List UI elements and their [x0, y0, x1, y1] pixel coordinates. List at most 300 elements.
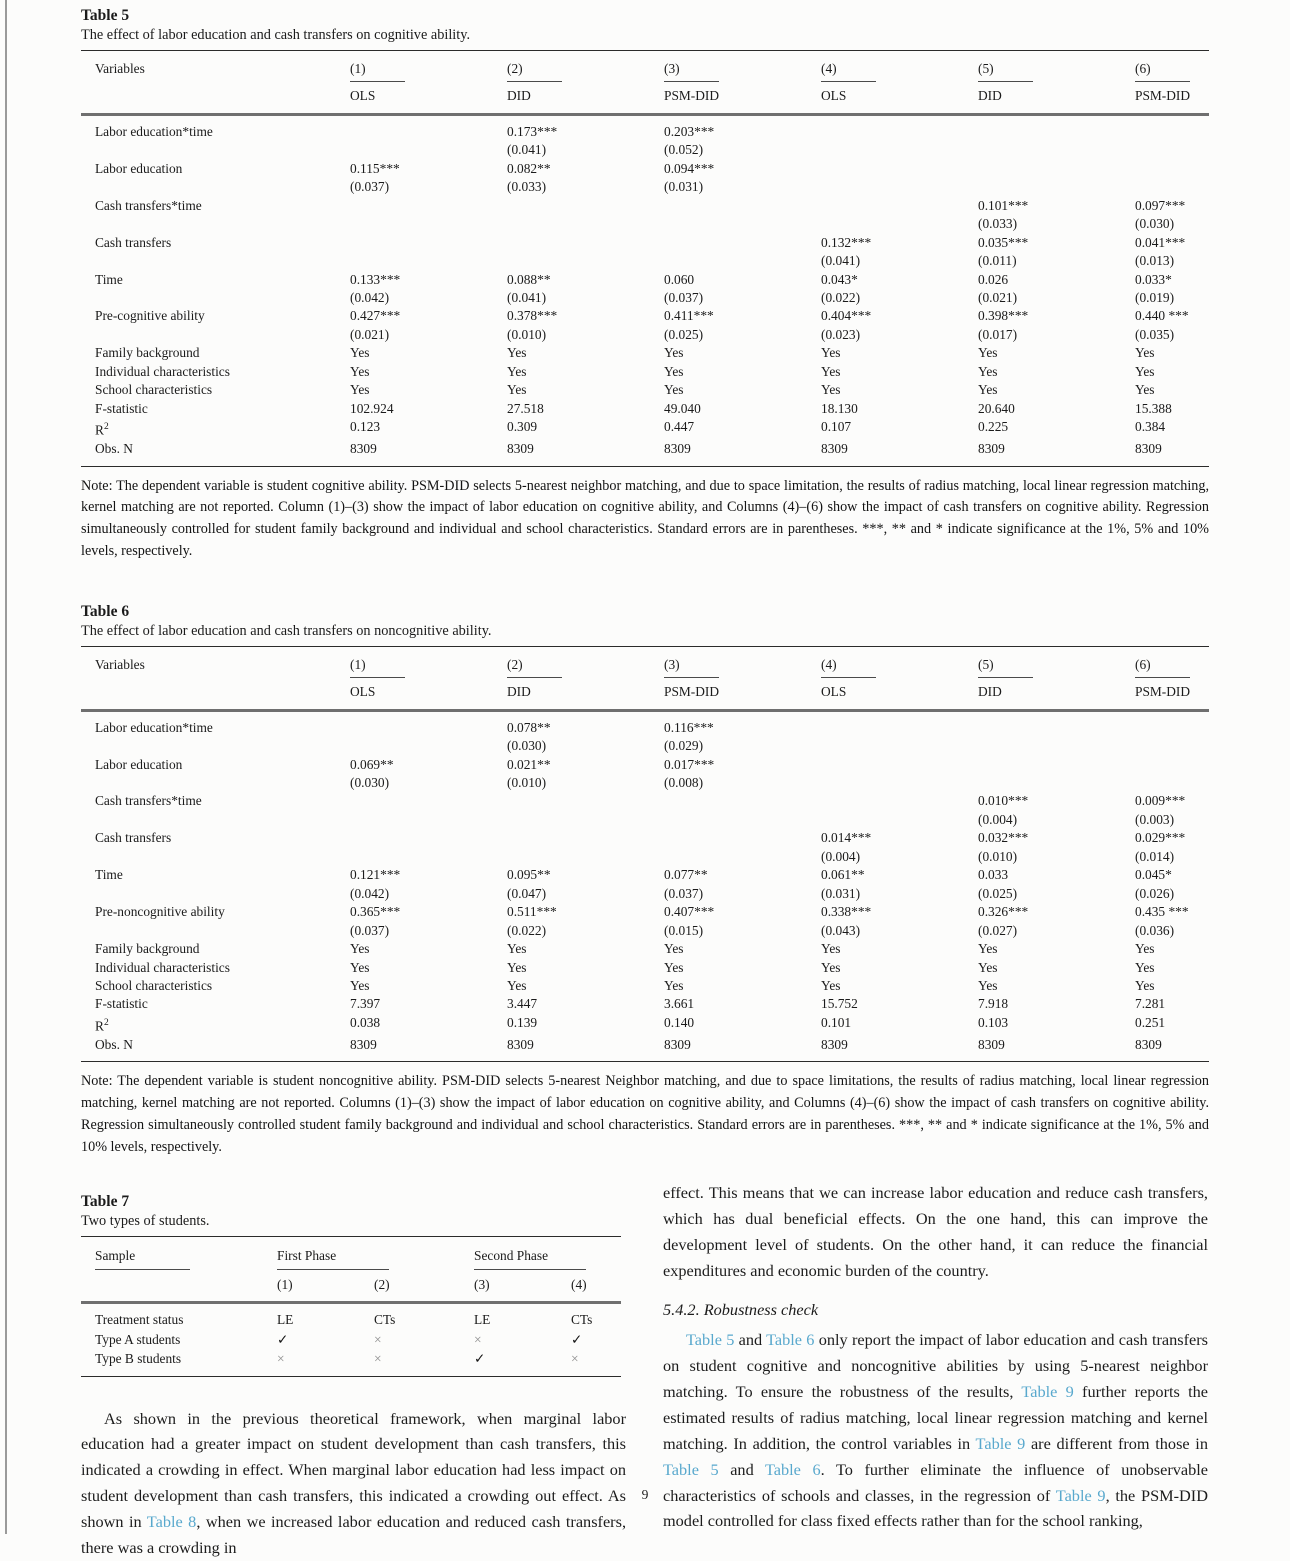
text-segment: and [718, 1459, 765, 1479]
table-cell: Yes [507, 345, 527, 361]
column-number-header [664, 51, 821, 82]
table-cell: (0.021) [978, 289, 1018, 305]
table-ref-link[interactable]: Table 9 [1055, 1485, 1106, 1505]
table-cell: (0.008) [664, 774, 704, 790]
cross-mark: × [374, 1331, 382, 1347]
table-cell: 0.384 [1135, 419, 1166, 435]
table-cell: 0.035*** [978, 234, 1029, 250]
table-cell: (0.003) [1135, 811, 1175, 827]
table-cell: 0.251 [1135, 1014, 1166, 1030]
row-label: Cash transfers [95, 830, 172, 846]
column-method-header: DID [978, 88, 1002, 104]
table-cell: 15.388 [1135, 400, 1172, 416]
column-method-header: OLS [350, 684, 376, 700]
table-cell: (0.037) [664, 885, 704, 901]
table-cell: 15.752 [821, 996, 858, 1012]
table-cell: Yes [978, 382, 998, 398]
table-cell: 8309 [664, 441, 691, 457]
table-ref-link[interactable]: Table 9 [1021, 1381, 1074, 1401]
row-label [81, 922, 350, 940]
table-cell [1135, 719, 1209, 737]
table-mid-rule [81, 113, 1209, 116]
column-number-header [1135, 51, 1209, 82]
table-cell: Yes [350, 959, 370, 975]
table-cell: 0.082** [507, 160, 551, 176]
table-cell: 0.365*** [350, 904, 401, 920]
column-number-header [350, 51, 507, 82]
table-cell: (0.030) [507, 738, 547, 754]
row-label: Family background [95, 345, 200, 361]
table-cell: 27.518 [507, 400, 544, 416]
column-header-variables: Variables [95, 61, 145, 76]
table-cell [821, 123, 978, 141]
column-number-header [978, 51, 1135, 82]
table-cell [978, 141, 1135, 159]
row-label: Pre-noncognitive ability [95, 904, 225, 920]
table-cell: 18.130 [821, 400, 858, 416]
table-cell [1135, 178, 1209, 196]
table-cell [350, 829, 507, 847]
table-cell: Yes [1135, 941, 1155, 957]
text-segment: . To further eliminate the influence of unobservable characteristics of schools and classes, in the regression of [663, 1459, 1209, 1505]
row-label [81, 252, 350, 270]
table-cell [507, 197, 664, 215]
column-number: (3) [664, 656, 680, 672]
table-cell: Yes [821, 345, 841, 361]
row-label: School characteristics [95, 977, 213, 993]
table-cell: 8309 [507, 1036, 534, 1052]
table-cell: Yes [821, 941, 841, 957]
table-cell: Yes [1135, 363, 1155, 379]
table-cell: (0.033) [507, 179, 547, 195]
row-label: Labor education [95, 756, 183, 772]
row-label [81, 811, 350, 829]
table-cell [350, 252, 507, 270]
body-paragraph: effect. This means that we can increase labor education and reduce cash transfers, which has dual beneficial effects. On the one hand, this can improve the development level of students. On the other hand, it can reduce the financial expenditures and economic burden of the country. [663, 1183, 1208, 1281]
table-cell: CTs [571, 1312, 593, 1328]
table-cell: (0.030) [1135, 216, 1175, 232]
table-cell: 0.077** [664, 867, 708, 883]
table-cell: (0.004) [821, 848, 861, 864]
table-cell: 0.026 [978, 271, 1009, 287]
text-segment: As shown in the previous theoretical framework, when marginal labor education had a greater impact on student development than cash transfers, this indicated a crowding in effect. When marginal labor education had less impact on student development than cash transfers, this indicated a crowding out effect. As shown in [81, 1408, 626, 1532]
table-cell [664, 197, 821, 215]
row-label: Time [95, 271, 123, 287]
text-segment: and [734, 1330, 767, 1350]
table-cell: Yes [350, 941, 370, 957]
table-cell: 0.107 [821, 419, 852, 435]
cross-mark: × [277, 1351, 285, 1367]
row-label: Type B students [95, 1351, 182, 1367]
text-segment: , when we increased labor education and reduced cash transfers, there was a crowding in [81, 1512, 627, 1558]
text-segment: are different from those in [1025, 1433, 1208, 1453]
table-cell [507, 234, 664, 252]
row-label: Labor education [95, 160, 183, 176]
table-cell: 0.009*** [1135, 793, 1186, 809]
table-cell: 0.017*** [664, 756, 715, 772]
column-method-header: DID [507, 684, 531, 700]
table-cell: (0.022) [507, 922, 547, 938]
table-cell [978, 123, 1135, 141]
column-method-header: PSM-DID [1135, 88, 1191, 104]
column-number-header [821, 647, 978, 678]
row-label: $R^2$ [95, 422, 109, 438]
table-cell [507, 829, 664, 847]
table-cell [350, 792, 507, 810]
table-cell [821, 737, 978, 755]
table-cell: (0.010) [507, 774, 547, 790]
table-cell: 0.139 [507, 1014, 538, 1030]
row-label: Family background [95, 941, 200, 957]
table-cell: (0.025) [978, 885, 1018, 901]
table-cell: Yes [350, 382, 370, 398]
table-cell: 0.140 [664, 1014, 695, 1030]
table-cell [350, 719, 507, 737]
table-cell: 0.014*** [821, 830, 872, 846]
table-cell [350, 123, 507, 141]
table-cell: 0.511*** [507, 904, 557, 920]
row-label: Pre-cognitive ability [95, 308, 205, 324]
row-label [81, 774, 350, 792]
table-cell [1135, 737, 1209, 755]
table-cell: 3.447 [507, 996, 538, 1012]
table-cell: 8309 [821, 441, 848, 457]
column-number-header [978, 647, 1135, 678]
row-label: Time [95, 867, 123, 883]
column-number-header: (3) [474, 1276, 490, 1292]
table-cell: LE [474, 1312, 491, 1328]
row-label [81, 848, 350, 866]
table-cell: LE [277, 1312, 294, 1328]
table-cell: Yes [1135, 345, 1155, 361]
column-method-header: DID [507, 88, 531, 104]
table-cell: (0.037) [350, 179, 390, 195]
row-label [81, 326, 350, 344]
table-cell: Yes [507, 977, 527, 993]
table-cell: Yes [978, 363, 998, 379]
table-cell: 20.640 [978, 400, 1015, 416]
row-label: School characteristics [95, 382, 213, 398]
right-column [663, 1180, 1208, 1561]
table-cell: (0.026) [1135, 885, 1175, 901]
table-cell: (0.022) [821, 289, 861, 305]
table-cell: 0.078** [507, 719, 551, 735]
table-cell: Yes [350, 363, 370, 379]
table-cell: 0.038 [350, 1014, 381, 1030]
table-cell [664, 811, 821, 829]
table-cell [821, 197, 978, 215]
row-label: F-statistic [95, 996, 148, 1012]
table-cell: Yes [1135, 382, 1155, 398]
table-cell: 0.115*** [350, 160, 400, 176]
table-cell: Yes [821, 363, 841, 379]
row-label: Cash transfers*time [95, 793, 202, 809]
table-cell: (0.041) [507, 142, 547, 158]
table-cell: (0.025) [664, 326, 704, 342]
table-cell: 0.225 [978, 419, 1009, 435]
phase-label: First Phase [277, 1248, 337, 1264]
table-cell: 0.033* [1135, 271, 1172, 287]
column-method-header: PSM-DID [664, 88, 720, 104]
table-cell [664, 252, 821, 270]
table-ref-link[interactable]: Table 6 [766, 1330, 815, 1350]
column-number-header [664, 647, 821, 678]
row-label: Labor education*time [95, 719, 213, 735]
table-cell: 0.029*** [1135, 830, 1186, 846]
phase-label: Second Phase [474, 1248, 549, 1264]
table-cell: (0.031) [664, 179, 704, 195]
table-cell [978, 178, 1135, 196]
column-number: (2) [507, 656, 523, 672]
table-cell: Yes [821, 382, 841, 398]
table-cell: Yes [350, 345, 370, 361]
table-cell [821, 811, 978, 829]
empty-cell [81, 82, 350, 112]
row-label: Type A students [95, 1331, 181, 1347]
table-cell: 0.121*** [350, 867, 401, 883]
table-cell: 0.061** [821, 867, 865, 883]
phase-group-header [277, 1237, 474, 1270]
table-cell: Yes [507, 941, 527, 957]
table-cell: (0.027) [978, 922, 1018, 938]
table5-caption: The effect of labor education and cash transfers on cognitive ability. [81, 27, 471, 43]
cross-mark: × [474, 1331, 482, 1347]
table-cell: Yes [664, 363, 684, 379]
table-cell [1135, 756, 1209, 774]
row-label [81, 885, 350, 903]
table-cell [350, 811, 507, 829]
column-number: (4) [821, 656, 837, 672]
table-cell: 0.427*** [350, 308, 401, 324]
table-cell: 3.661 [664, 996, 695, 1012]
column-number-header [507, 51, 664, 82]
table-cell: Yes [664, 382, 684, 398]
table5 [81, 50, 1209, 467]
column-number-header [1135, 647, 1209, 678]
table-cell: 0.411*** [664, 308, 714, 324]
body-paragraph [81, 1406, 626, 1561]
table-cell [507, 252, 664, 270]
row-label [81, 289, 350, 307]
column-number: (6) [1135, 656, 1151, 672]
table-cell [350, 141, 507, 159]
table-cell: Yes [664, 345, 684, 361]
table6-note: Note: The dependent variable is student noncognitive ability. PSM-DID selects 5-nearest Neighbor matching, and due to space limitations, the results of radius matching, local linear regression matching, kernel matching are not reported. Columns (1)–(3) show the impact of labor education on cognitive ability, and Columns (4)–(6) show the impact of cash transfers on cognitive ability. Regression simultaneously controlled student family background and individual and school characteristics. Standard errors are in parentheses. ***, ** and * indicate significance at the 1%, 5% and 10% levels, respectively. [81, 1073, 1209, 1155]
table-cell [821, 215, 978, 233]
table-mid-rule [81, 1301, 621, 1304]
table-cell: 8309 [664, 1036, 691, 1052]
table7 [81, 1236, 621, 1376]
table-cell [1135, 160, 1209, 178]
column-number-header [507, 647, 664, 678]
table7-block [81, 1192, 626, 1376]
table-cell: 0.101*** [978, 197, 1029, 213]
table-cell: 0.010*** [978, 793, 1029, 809]
table-cell [664, 848, 821, 866]
table-cell: 8309 [978, 1036, 1005, 1052]
table-cell: Yes [821, 959, 841, 975]
table-cell: 0.309 [507, 419, 538, 435]
table-cell: (0.015) [664, 922, 704, 938]
table-cell: (0.019) [1135, 289, 1175, 305]
table-cell: (0.037) [350, 922, 390, 938]
table-ref-link[interactable]: Table 9 [975, 1433, 1026, 1453]
table-cell: Yes [664, 977, 684, 993]
text-segment: further reports the estimated results of radius matching, local linear regression matching and kernel matching. In addition, the control variables in [663, 1381, 1209, 1453]
table-cell [350, 215, 507, 233]
table-cell [821, 141, 978, 159]
table-cell: (0.052) [664, 142, 704, 158]
table-cell: (0.043) [821, 922, 861, 938]
column-number: (5) [978, 656, 994, 672]
row-label: Obs. N [95, 1036, 133, 1052]
column-method-header: OLS [821, 88, 847, 104]
row-label [81, 178, 350, 196]
row-label [81, 141, 350, 159]
table-cell: 0.440 *** [1135, 308, 1189, 324]
row-label: F-statistic [95, 400, 148, 416]
table-cell [821, 178, 978, 196]
table-cell: Yes [978, 977, 998, 993]
table5-note: Note: The dependent variable is student cognitive ability. PSM-DID selects 5-nearest neighbor matching, and due to space limitation, the results of radius matching, local linear regression matching, kernel matching are not reported. Column (1)–(3) show the impact of labor education on cognitive ability, and Columns (4)–(6) show the impact of cash transfers on cognitive ability. Regression simultaneously controlled for student family background and individual and school characteristics. Standard errors are in parentheses. ***, ** and * indicate significance at the 1%, 5% and 10% levels, respectively. [81, 477, 1209, 559]
page-number: 9 [641, 1487, 649, 1502]
table-cell: 0.404*** [821, 308, 872, 324]
column-number-header [350, 647, 507, 678]
table-ref-link[interactable]: Table 6 [764, 1459, 821, 1479]
column-method-header: OLS [821, 684, 847, 700]
table-cell: CTs [374, 1312, 396, 1328]
row-label: Cash transfers [95, 234, 172, 250]
table-cell: (0.011) [978, 253, 1017, 269]
table-cell: 8309 [350, 441, 377, 457]
table-cell: 0.021** [507, 756, 551, 772]
column-number: (4) [821, 61, 837, 76]
check-mark: ✓ [277, 1331, 289, 1347]
table-cell: 0.407*** [664, 904, 715, 920]
table6-block [81, 602, 1209, 1159]
table-cell: Yes [978, 941, 998, 957]
table7-title: Table 7 [81, 1193, 130, 1211]
table5-title: Table 5 [81, 7, 130, 24]
table-cell: 0.378*** [507, 308, 558, 324]
table-cell: (0.021) [350, 326, 390, 342]
table-ref-link[interactable]: Table 5 [663, 1459, 719, 1479]
table-cell: 0.041*** [1135, 234, 1186, 250]
table-cell: 8309 [821, 1036, 848, 1052]
table-cell [978, 737, 1135, 755]
table-mid-rule [81, 709, 1209, 712]
table-cell: (0.042) [350, 289, 390, 305]
table-cell: 7.918 [978, 996, 1009, 1012]
column-number: (1) [350, 61, 366, 76]
column-number-header [821, 51, 978, 82]
table-cell [1135, 123, 1209, 141]
table-cell: 8309 [1135, 1036, 1162, 1052]
table-ref-link[interactable]: Table 8 [146, 1512, 197, 1532]
table-cell: 102.924 [350, 400, 394, 416]
table-cell: (0.004) [978, 811, 1018, 827]
table-ref-link[interactable]: Table 5 [686, 1330, 735, 1350]
table-cell: 0.203*** [664, 123, 715, 139]
table-cell [821, 774, 978, 792]
table-cell: 0.094*** [664, 160, 715, 176]
table-cell: (0.030) [350, 774, 390, 790]
column-header-sample [81, 1237, 277, 1270]
cross-mark: × [374, 1351, 382, 1367]
table-cell: (0.029) [664, 738, 704, 754]
check-mark: ✓ [571, 1331, 583, 1347]
table-cell: Yes [507, 363, 527, 379]
table-cell: 0.095** [507, 867, 551, 883]
row-label: Individual characteristics [95, 363, 230, 379]
table-cell [350, 234, 507, 252]
table-cell: 0.398*** [978, 308, 1029, 324]
table-cell: (0.031) [821, 885, 861, 901]
row-label: Labor education*time [95, 123, 213, 139]
table-cell: 0.043* [821, 271, 858, 287]
table-cell: 0.133*** [350, 271, 401, 287]
table-cell: Yes [821, 977, 841, 993]
column-number: (6) [1135, 61, 1151, 76]
body-paragraph [663, 1327, 1208, 1534]
column-number-header: (2) [374, 1276, 390, 1292]
table-cell: Yes [664, 959, 684, 975]
left-column [81, 1180, 626, 1561]
table-cell [350, 848, 507, 866]
sample-label: Sample [95, 1248, 136, 1264]
table-cell [350, 737, 507, 755]
table-cell: 0.045* [1135, 867, 1172, 883]
column-method-header: PSM-DID [1135, 684, 1191, 700]
page-edge-line [5, 0, 7, 1534]
table-cell: Yes [664, 941, 684, 957]
column-number: (3) [664, 61, 680, 76]
table-cell: 8309 [978, 441, 1005, 457]
table-cell [507, 792, 664, 810]
row-label: Cash transfers*time [95, 197, 202, 213]
table-cell: (0.041) [507, 289, 547, 305]
empty-cell [81, 1270, 277, 1302]
table-cell: (0.013) [1135, 253, 1175, 269]
table-cell: (0.042) [350, 885, 390, 901]
table6 [81, 646, 1209, 1063]
table-cell: 0.435 *** [1135, 904, 1189, 920]
text-segment: , the PSM-DID model controlled for class fixed effects rather than for the school ranking, [663, 1485, 1208, 1531]
table5-block [81, 6, 1209, 563]
table-cell: 0.033 [978, 867, 1009, 883]
table-cell [507, 215, 664, 233]
table-cell: 8309 [1135, 441, 1162, 457]
table-cell [664, 829, 821, 847]
table-cell: (0.037) [664, 289, 704, 305]
row-label: Individual characteristics [95, 959, 230, 975]
table6-title: Table 6 [81, 602, 130, 620]
row-label [81, 215, 350, 233]
row-label: Obs. N [95, 441, 133, 457]
table-cell: Yes [350, 977, 370, 993]
column-number: (5) [978, 61, 994, 76]
table-cell: 0.173*** [507, 123, 558, 139]
table-cell [978, 160, 1135, 178]
table-cell [1135, 141, 1209, 159]
table-cell: 0.116*** [664, 719, 714, 735]
table-cell: (0.014) [1135, 848, 1175, 864]
column-method-header: OLS [350, 88, 376, 104]
table-cell: 0.338*** [821, 904, 872, 920]
column-method-header: DID [978, 684, 1002, 700]
check-mark: ✓ [474, 1351, 486, 1367]
row-label: Treatment status [95, 1312, 184, 1328]
